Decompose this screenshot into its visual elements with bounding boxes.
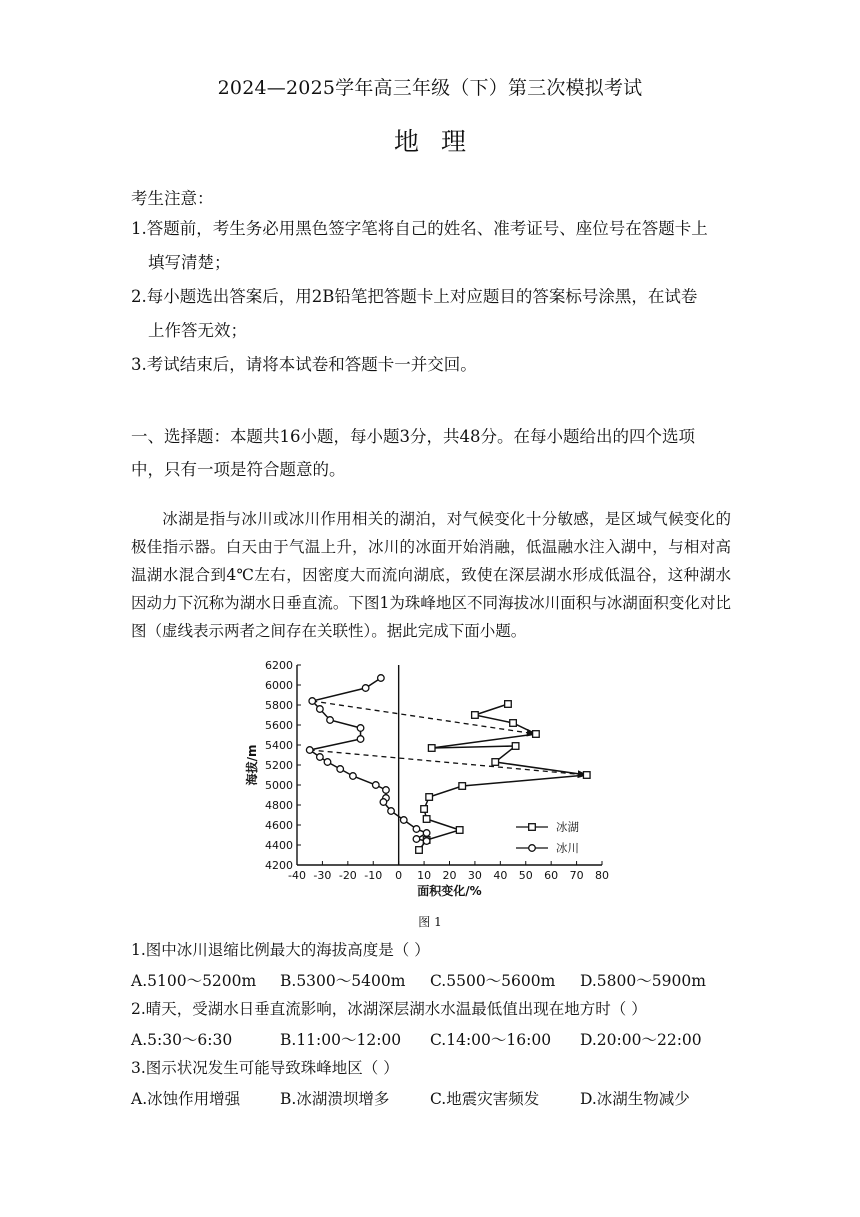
y-tick-label: 6200 (265, 659, 293, 672)
x-tick-label: -30 (313, 869, 332, 882)
x-axis-label: 面积变化/% (417, 884, 482, 898)
notice-heading: 考生注意： (131, 189, 214, 208)
ice-lake-point (459, 783, 466, 790)
y-tick-label: 5400 (265, 739, 293, 752)
x-tick-label: 20 (442, 869, 457, 882)
glacier-point (357, 725, 364, 732)
material-paragraph (131, 505, 731, 645)
x-tick-label: 70 (569, 869, 584, 882)
question-2-option-d[interactable]: D.20:00～22:00 (580, 1031, 702, 1049)
figure-1-chart (240, 656, 630, 908)
glacier-point (309, 698, 316, 705)
ice-lake-point (512, 743, 519, 750)
y-tick-label: 5200 (265, 759, 293, 772)
glacier-point (413, 836, 420, 843)
y-tick-label: 5000 (265, 779, 293, 792)
ice-lake-point (423, 816, 430, 823)
x-tick-label: 50 (518, 869, 533, 882)
ice-lake-point (510, 720, 517, 727)
figure-caption: 图 1 (418, 915, 442, 929)
y-tick-label: 4400 (265, 839, 293, 852)
glacier-point (362, 685, 369, 692)
glacier-point (337, 766, 344, 773)
question-1-option-b[interactable]: B.5300～5400m (280, 972, 406, 990)
question-3-stem: 3.图示状况发生可能导致珠峰地区（ ） (131, 1059, 399, 1077)
y-axis-label: 海拔/m (245, 744, 259, 786)
question-3-option-b[interactable]: B.冰湖溃坝增多 (280, 1090, 390, 1108)
x-tick-label: -10 (364, 869, 383, 882)
notice-item-1-cont: 填写清楚； (148, 253, 231, 272)
link-arrow-2 (310, 750, 587, 775)
glacier-point (317, 706, 324, 713)
ice-lake-point (416, 847, 423, 854)
legend-square-icon (529, 824, 536, 831)
x-tick-label: -20 (338, 869, 357, 882)
glacier-point (317, 754, 324, 761)
legend-label: 冰川 (556, 841, 579, 855)
y-tick-label: 4800 (265, 799, 293, 812)
x-tick-label: 0 (395, 869, 403, 882)
ice-lake-point (426, 794, 433, 801)
ice-lake-point (472, 712, 479, 719)
glacier-point (372, 782, 379, 789)
y-tick-label: 4200 (265, 859, 293, 872)
section-heading-line2: 中，只有一项是符合题意的。 (131, 460, 346, 479)
question-2-option-b[interactable]: B.11:00～12:00 (280, 1031, 402, 1049)
notice-item-3: 3.考试结束后，请将本试卷和答题卡一并交回。 (131, 355, 477, 374)
question-2-option-a[interactable]: A.5:30～6:30 (131, 1031, 233, 1049)
ice-lake-point (533, 731, 540, 738)
question-2-option-c[interactable]: C.14:00～16:00 (430, 1031, 552, 1049)
question-1-option-c[interactable]: C.5500～5600m (430, 972, 556, 990)
x-tick-label: 80 (595, 869, 609, 882)
notice-item-2-cont: 上作答无效； (148, 321, 247, 340)
ice-lake-point (505, 701, 512, 708)
question-1-stem: 1.图中冰川退缩比例最大的海拔高度是（ ） (131, 941, 430, 959)
material-text: 冰湖是指与冰川或冰川作用相关的湖泊，对气候变化十分敏感，是区域气候变化的极佳指示器。白天由于气温上升，冰川的冰面开始消融，低温融水注入湖中，与相对高温湖水混合到4℃左右，因密度大而流向湖底，致使在深层湖水形成低温谷，这种湖水因动力下沉称为湖水日垂直流。下图1为珠峰地区不同海拔冰川面积与冰湖面积变化对比图（虚线表示两者之间存在关联性）。据此完成下面小题。 (131, 510, 731, 640)
glacier-point (388, 808, 395, 815)
ice-lake-point (421, 806, 428, 813)
glacier-point (378, 675, 385, 682)
glacier-point (423, 830, 430, 837)
glacier-point (324, 759, 331, 766)
legend-circle-icon (529, 845, 536, 852)
question-1-option-d[interactable]: D.5800～5900m (580, 972, 706, 990)
x-tick-label: 30 (467, 869, 482, 882)
notice-item-2: 2.每小题选出答案后，用2B铅笔把答题卡上对应题目的答案标号涂黑，在试卷 (131, 287, 698, 306)
exam-title: 2024—2025学年高三年级（下）第三次模拟考试 (217, 77, 643, 99)
question-3-option-d[interactable]: D.冰湖生物减少 (580, 1090, 690, 1108)
glacier-point (400, 817, 407, 824)
ice-lake-point (428, 745, 435, 752)
glacier-point (423, 838, 430, 845)
legend-label: 冰湖 (556, 820, 579, 834)
glacier-point (306, 747, 313, 754)
ice-lake-point (492, 759, 499, 766)
x-tick-label: 60 (544, 869, 559, 882)
question-1-option-a[interactable]: A.5100～5200m (131, 972, 257, 990)
y-tick-label: 4600 (265, 819, 293, 832)
glacier-point (383, 787, 390, 794)
y-tick-label: 6000 (265, 679, 293, 692)
y-tick-label: 5800 (265, 699, 293, 712)
glacier-point (350, 773, 357, 780)
section-heading-line1: 一、选择题：本题共16小题，每小题3分，共48分。在每小题给出的四个选项 (131, 427, 695, 446)
glacier-point (380, 799, 387, 806)
glacier-point (327, 717, 334, 724)
y-tick-label: 5600 (265, 719, 293, 732)
glacier-point (357, 736, 364, 743)
ice-lake-point (456, 827, 463, 834)
question-3-option-a[interactable]: A.冰蚀作用增强 (131, 1090, 241, 1108)
subject-title: 地理 (393, 127, 488, 156)
x-tick-label: 40 (493, 869, 508, 882)
question-3-option-c[interactable]: C.地震灾害频发 (430, 1090, 540, 1108)
ice-lake-point (583, 772, 590, 779)
notice-item-1: 1.答题前，考生务必用黑色签字笔将自己的姓名、准考证号、座位号在答题卡上 (131, 219, 708, 238)
glacier-point (413, 826, 420, 833)
x-tick-label: -40 (288, 869, 306, 882)
x-tick-label: 10 (417, 869, 432, 882)
question-2-stem: 2.晴天，受湖水日垂直流影响，冰湖深层湖水水温最低值出现在地方时（ ） (131, 1000, 647, 1018)
